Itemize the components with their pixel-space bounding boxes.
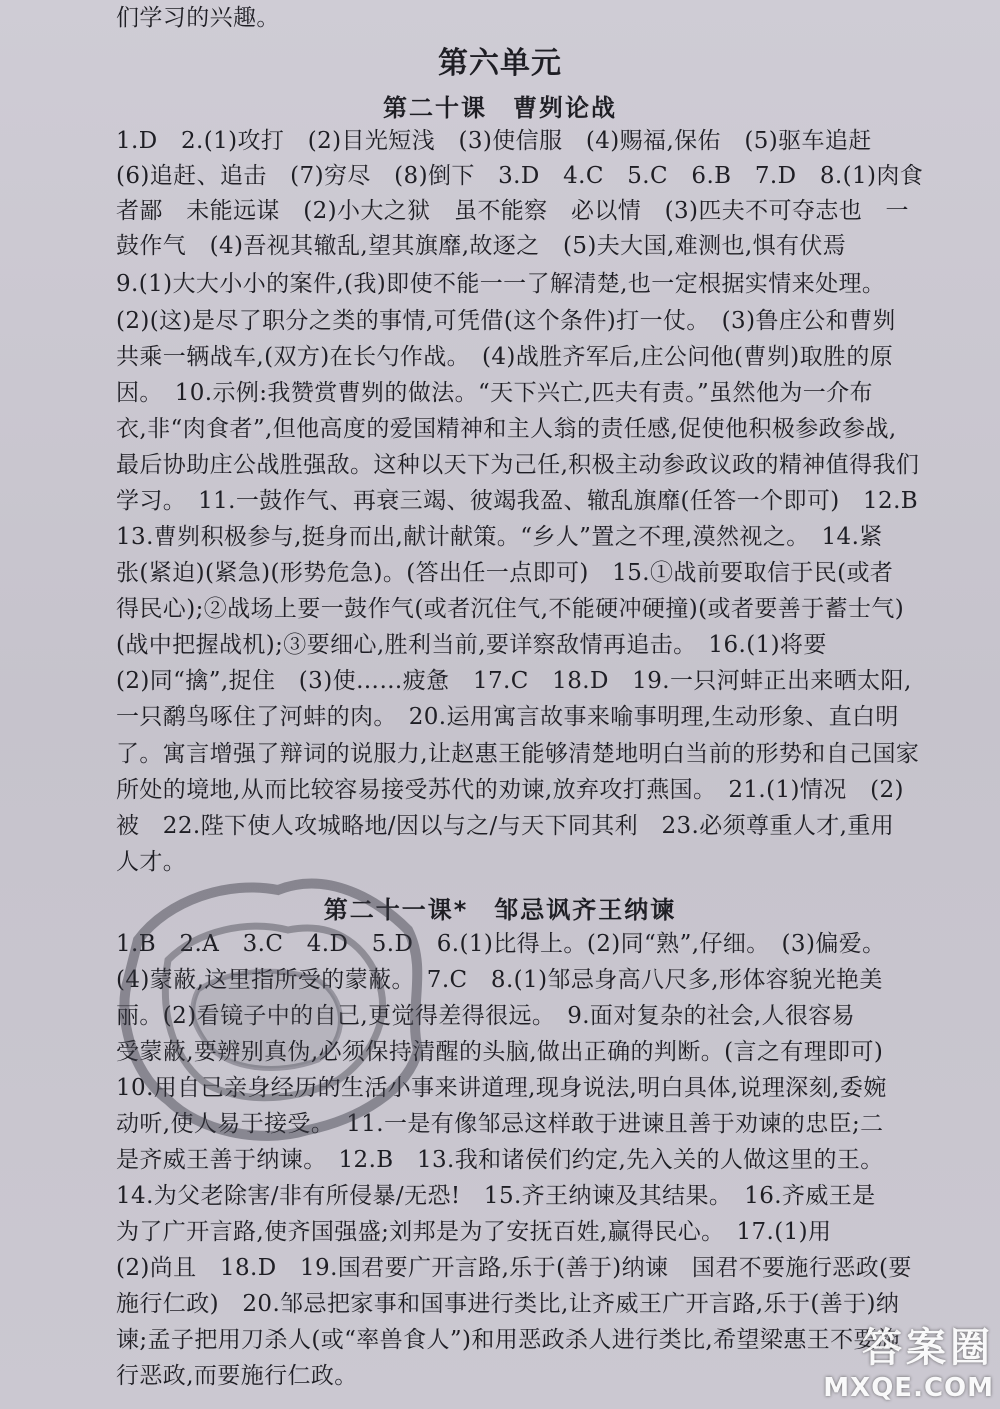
answer-line: 学习。 11.一鼓作气、再衰三竭、彼竭我盈、辙乱旗靡(任答一个即可) 12.B: [116, 488, 919, 514]
unit-title: 第六单元: [438, 46, 562, 81]
answer-line: 谏;孟子把用刀杀人(或“率兽食人”)和用恶政杀人进行类比,希望梁惠王不要施: [116, 1327, 901, 1353]
lesson20-title: 第二十课 曹刿论战: [383, 94, 617, 122]
answer-line: (战中把握战机);③要细心,胜利当前,要详察敌情再追击。 16.(1)将要: [116, 632, 827, 658]
answer-line: (2)(这)是尽了职分之类的事情,可凭借(这个条件)打一仗。 (3)鲁庄公和曹刿: [116, 308, 896, 334]
answer-line: 10.用自己亲身经历的生活小事来讲道理,现身说法,明白具体,说理深刻,委婉: [116, 1075, 887, 1101]
watermark-url: MXQE.COM: [823, 1373, 994, 1403]
answer-line: 鼓作气 (4)吾视其辙乱,望其旗靡,故逐之 (5)夫大国,难测也,惧有伏焉: [116, 233, 847, 259]
answer-line: 了。寓言增强了辩词的说服力,让赵惠王能够清楚地明白当前的形势和自己国家: [116, 741, 920, 767]
answer-line: 1.D 2.(1)攻打 (2)目光短浅 (3)使信服 (4)赐福,保佑 (5)驱车追赶: [116, 128, 872, 154]
site-watermark: [823, 1316, 994, 1403]
answer-line: 得民心);②战场上要一鼓作气(或者沉住气,不能硬冲硬撞)(或者要善于蓄士气): [116, 596, 905, 622]
watermark-title: 答案圈: [862, 1325, 994, 1371]
answer-line: 9.(1)大大小小的案件,(我)即使不能一一了解清楚,也一定根据实情来处理。: [116, 271, 886, 297]
answer-line: 行恶政,而要施行仁政。: [116, 1363, 358, 1389]
answer-line: 施行仁政) 20.邹忌把家事和国事进行类比,让齐威王广开言路,乐于(善于)纳: [116, 1291, 900, 1317]
answer-line: 丽。(2)看镜子中的自己,更觉得差得很远。 9.面对复杂的社会,人很容易: [116, 1003, 856, 1029]
answer-line: 共乘一辆战车,(双方)在长勺作战。 (4)战胜齐军后,庄公问他(曹刿)取胜的原: [116, 344, 894, 370]
answer-line: 是齐威王善于纳谏。 12.B 13.我和诸侯们约定,先入关的人做这里的王。: [116, 1147, 884, 1173]
answer-line: 1.B 2.A 3.C 4.D 5.D 6.(1)比得上。(2)同“熟”,仔细。 (3)偏爱。: [116, 931, 886, 957]
answer-line: (4)蒙蔽,这里指所受的蒙蔽。 7.C 8.(1)邹忌身高八尺多,形体容貌光艳美: [116, 967, 883, 993]
answer-line: 13.曹刿积极参与,挺身而出,献计献策。“乡人”置之不理,漠然视之。 14.紧: [116, 524, 883, 550]
lesson21-title: 第二十一课* 邹忌讽齐王纳谏: [323, 896, 677, 924]
answer-line: 所处的境地,从而比较容易接受苏代的劝谏,放弃攻打燕国。 21.(1)情况 (2): [116, 777, 904, 803]
answer-line: 14.为父老除害/非有所侵暴/无恐! 15.齐王纳谏及其结果。 16.齐威王是: [116, 1183, 876, 1209]
top-line: 们学习的兴趣。: [116, 5, 280, 31]
answer-line: 者鄙 未能远谋 (2)小大之狱 虽不能察 必以情 (3)匹夫不可夺志也 一: [116, 198, 909, 224]
answer-line: 人才。: [116, 849, 187, 875]
answer-line: (2)尚且 18.D 19.国君要广开言路,乐于(善于)纳谏 国君不要施行恶政(要: [116, 1255, 912, 1281]
answer-line: 一只鹬鸟啄住了河蚌的肉。 20.运用寓言故事来喻事明理,生动形象、直白明: [116, 704, 899, 730]
answer-line: 受蒙蔽,要辨别真伪,必须保持清醒的头脑,做出正确的判断。(言之有理即可): [116, 1039, 884, 1065]
answer-line: 动听,使人易于接受。 11.一是有像邹忌这样敢于进谏且善于劝谏的忠臣;二: [116, 1111, 884, 1137]
answer-line: 因。 10.示例:我赞赏曹刿的做法。“天下兴亡,匹夫有责。”虽然他为一介布: [116, 380, 873, 406]
answer-line: (2)同“擒”,捉住 (3)使……疲惫 17.C 18.D 19.一只河蚌正出来晒太阳,: [116, 668, 912, 694]
answer-line: 为了广开言路,使齐国强盛;刘邦是为了安抚百姓,赢得民心。 17.(1)用: [116, 1219, 832, 1245]
answer-line: 衣,非“肉食者”,但他高度的爱国精神和主人翁的责任感,促使他积极参政参战,: [116, 416, 897, 442]
answer-line: 张(紧迫)(紧急)(形势危急)。(答出任一点即可) 15.①战前要取信于民(或者: [116, 560, 894, 586]
answer-line: 被 22.陛下使人攻城略地/因以与之/与天下同其利 23.必须尊重人才,重用: [116, 813, 895, 839]
answer-line: 最后协助庄公战胜强敌。这种以天下为己任,积极主动参政议政的精神值得我们: [116, 452, 920, 478]
answer-line: (6)追赶、追击 (7)穷尽 (8)倒下 3.D 4.C 5.C 6.B 7.D 8.(1)肉食: [116, 163, 924, 189]
